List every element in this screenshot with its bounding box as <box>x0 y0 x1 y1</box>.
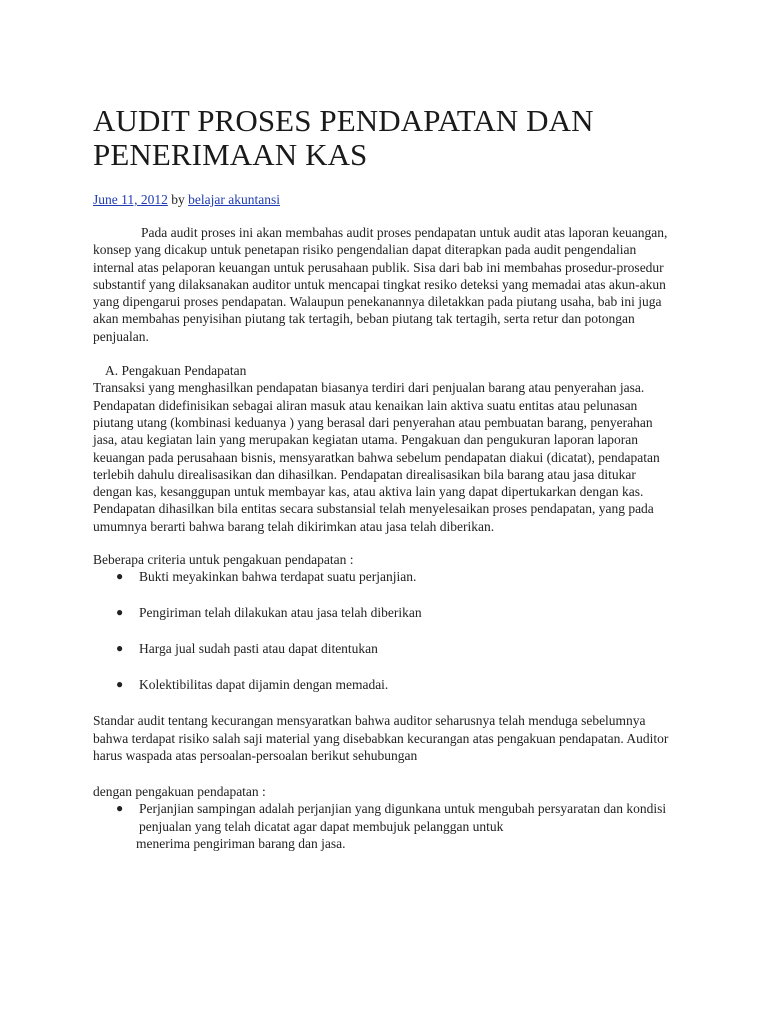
list-item-text: Harga jual sudah pasti atau dapat ditentukan <box>139 641 378 657</box>
article-title-line1: AUDIT PROSES PENDAPATAN DAN <box>93 103 594 138</box>
list-item <box>93 676 678 693</box>
article-title <box>93 104 678 172</box>
criteria-intro: Beberapa criteria untuk pengakuan pendapatan : <box>93 552 354 568</box>
bullet-icon: ● <box>116 677 124 692</box>
issues-intro: dengan pengakuan pendapatan : <box>93 784 266 800</box>
date-link[interactable]: June 11, 2012 <box>93 192 168 207</box>
list-item <box>93 568 678 585</box>
author-link[interactable]: belajar akuntansi <box>188 192 280 207</box>
criteria-list <box>93 568 678 693</box>
by-text: by <box>171 192 185 207</box>
list-item-text: Perjanjian sampingan adalah perjanjian yang digunkana untuk mengubah persyaratan dan kondisi penjualan yang telah dicatat agar dapat membujuk pelanggan untuk <box>139 801 667 834</box>
bullet-icon: ● <box>116 605 124 620</box>
list-item <box>93 640 678 657</box>
revenue-paragraph: Transaksi yang menghasilkan pendapatan biasanya terdiri dari penjualan barang atau penyerahan jasa. Pendapatan didefinisikan sebagai aliran masuk atau kenaikan lain aktiva suatu entitas atau pelunasan piutang utang (kombinasi keduanya ) yang berasal dari penyerahan atau pembuatan barang, penyerahan jasa, atau kegiatan lain yang merupakan kegiatan utama. Pengakuan dan pengukuran laporan laporan keuangan pada perusahaan bisnis, mensyaratkan bahwa sebelum pendapatan diakui (dicatat), pendapatan terlebih dahulu direalisasikan dan dihasilkan. Pendapatan direalisasikan bila barang atau jasa ditukar dengan kas, kesanggupan untuk membayar kas, atau aktiva lain yang dapat dipertukarkan dengan kas. Pendapatan dihasilkan bila entitas secara substansial telah menyelesaikan proses pendapatan, yang pada umumnya berarti bahwa barang telah dikirimkan atau jasa telah diberikan. <box>93 380 660 534</box>
list-item <box>93 800 678 852</box>
bullet-icon: ● <box>116 641 124 656</box>
bullet-icon: ● <box>116 569 124 584</box>
list-item-text: Pengiriman telah dilakukan atau jasa telah diberikan <box>139 605 422 621</box>
list-item-text: Kolektibilitas dapat dijamin dengan memadai. <box>139 677 389 693</box>
list-item <box>93 604 678 621</box>
fraud-paragraph: Standar audit tentang kecurangan mensyaratkan bahwa auditor seharusnya telah menduga sebelumnya bahwa terdapat risiko salah saji material yang disebabkan kecurangan atas pengakuan pendapatan. Auditor harus waspada atas persoalan-persoalan berikut sehubungan <box>93 713 669 763</box>
list-item-text-continued: menerima pengiriman barang dan jasa. <box>136 836 346 852</box>
issues-list <box>93 800 678 852</box>
bullet-icon: ● <box>116 801 124 816</box>
article-title-line2: PENERIMAAN KAS <box>93 137 368 172</box>
article <box>93 104 678 852</box>
list-item-text: Bukti meyakinkan bahwa terdapat suatu perjanjian. <box>139 569 417 585</box>
section-heading-a: A. Pengakuan Pendapatan <box>105 363 247 379</box>
article-meta <box>93 191 678 208</box>
intro-paragraph: Pada audit proses ini akan membahas audit proses pendapatan untuk audit atas laporan keuangan, konsep yang dicakup untuk penetapan risiko pengendalian dapat diterapkan pada audit pengendalian internal atas pelaporan keuangan untuk perusahaan publik. Sisa dari bab ini membahas prosedur-prosedur substantif yang dilaksanakan auditor untuk mencapai tingkat resiko deteksi yang memadai atas akun-akun yang dipengarui proses pendapatan. Walaupun penekanannya diletakkan pada piutang usaha, bab ini juga akan membahas penyisihan piutang tak tertagih, beban piutang tak tertagih, serta retur dan potongan penjualan. <box>93 225 668 344</box>
